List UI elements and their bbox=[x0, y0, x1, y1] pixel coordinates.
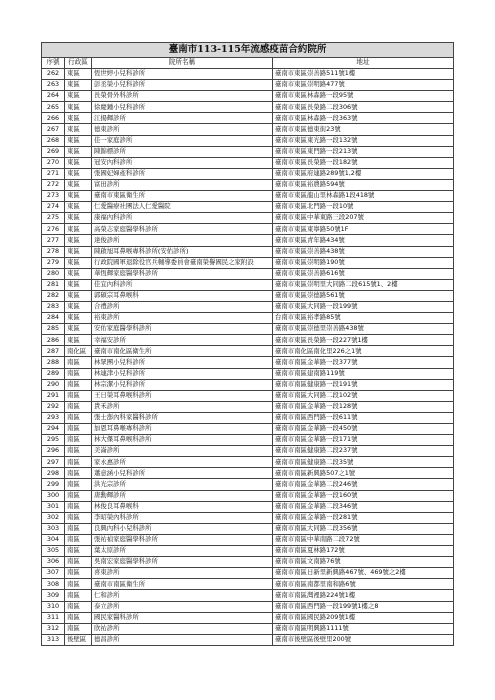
row-address: 臺南市南區中華南路二段72號 bbox=[273, 534, 454, 545]
table-row bbox=[42, 446, 454, 457]
row-serial: 287 bbox=[42, 346, 65, 357]
table-row bbox=[42, 268, 454, 279]
row-clinic-name: 仁和診所 bbox=[92, 590, 273, 601]
table-body bbox=[42, 69, 454, 646]
row-district: 南化區 bbox=[65, 346, 92, 357]
header-address: 地址 bbox=[273, 58, 454, 69]
row-address: 臺南市東區府連路289號1,2樓 bbox=[273, 168, 454, 179]
row-serial: 286 bbox=[42, 335, 65, 346]
row-serial: 305 bbox=[42, 546, 65, 557]
row-serial: 273 bbox=[42, 191, 65, 202]
row-clinic-name: 臺南市南化區衛生所 bbox=[92, 346, 273, 357]
table-row bbox=[42, 235, 454, 246]
row-district: 東區 bbox=[65, 235, 92, 246]
row-address: 臺南市南區大同路二段102號 bbox=[273, 390, 454, 401]
row-clinic-name: 裕東診所 bbox=[92, 313, 273, 324]
row-district: 南區 bbox=[65, 479, 92, 490]
row-clinic-name: 恆世婷小兒科診所 bbox=[92, 69, 273, 80]
row-address: 臺南市南區新興路507之1號 bbox=[273, 468, 454, 479]
row-address: 臺南市南區大同路二段356號 bbox=[273, 523, 454, 534]
table-row bbox=[42, 313, 454, 324]
table-row bbox=[42, 579, 454, 590]
row-district: 南區 bbox=[65, 568, 92, 579]
table-row bbox=[42, 368, 454, 379]
row-serial: 263 bbox=[42, 80, 65, 91]
row-address: 臺南市南區西門路一段199號1樓之8 bbox=[273, 601, 454, 612]
header-row bbox=[42, 58, 454, 69]
row-clinic-name: 康福內科診所 bbox=[92, 213, 273, 224]
row-address: 臺南市東區大同路一段199號 bbox=[273, 301, 454, 312]
row-clinic-name: 行政院國軍退除役官兵輔導委員會臺南榮譽國民之家附設 bbox=[92, 257, 273, 268]
row-address: 臺南市南區國民路209號1樓 bbox=[273, 612, 454, 623]
row-address: 臺南市南區金華路一段171號 bbox=[273, 435, 454, 446]
row-address: 臺南市東區崇德里崇善路438號 bbox=[273, 324, 454, 335]
table-row bbox=[42, 479, 454, 490]
title-row bbox=[42, 43, 454, 58]
row-serial: 271 bbox=[42, 168, 65, 179]
row-address: 臺南市東區東光路一段132號 bbox=[273, 135, 454, 146]
row-address: 臺南市東區崇善路616號 bbox=[273, 268, 454, 279]
row-address: 臺南市東區東門路一段213號 bbox=[273, 146, 454, 157]
row-district: 南區 bbox=[65, 557, 92, 568]
row-clinic-name: 洪光宗診所 bbox=[92, 479, 273, 490]
row-serial: 292 bbox=[42, 401, 65, 412]
table-row bbox=[42, 457, 454, 468]
row-address: 臺南市東區北門路一段10號 bbox=[273, 202, 454, 213]
row-district: 東區 bbox=[65, 224, 92, 235]
row-clinic-name: 徐慶鍾小兒科診所 bbox=[92, 102, 273, 113]
table-row bbox=[42, 357, 454, 368]
row-serial: 312 bbox=[42, 623, 65, 634]
table-row bbox=[42, 113, 454, 124]
table-row bbox=[42, 135, 454, 146]
row-serial: 307 bbox=[42, 568, 65, 579]
table-row bbox=[42, 601, 454, 612]
row-serial: 306 bbox=[42, 557, 65, 568]
row-district: 東區 bbox=[65, 191, 92, 202]
row-clinic-name: 德東診所 bbox=[92, 124, 273, 135]
row-address: 臺南市南區金華路二段246號 bbox=[273, 479, 454, 490]
row-district: 東區 bbox=[65, 335, 92, 346]
row-serial: 283 bbox=[42, 301, 65, 312]
row-district: 東區 bbox=[65, 146, 92, 157]
row-address: 臺南市南區建南路119號 bbox=[273, 368, 454, 379]
table-row bbox=[42, 379, 454, 390]
row-clinic-name: 長榮骨外科診所 bbox=[92, 91, 273, 102]
table-row bbox=[42, 424, 454, 435]
row-address: 臺南市南區南都里南和路6號 bbox=[273, 579, 454, 590]
row-clinic-name: 泰立診所 bbox=[92, 601, 273, 612]
row-district: 東區 bbox=[65, 135, 92, 146]
row-address: 臺南市南區金華路一段281號 bbox=[273, 512, 454, 523]
table-row bbox=[42, 346, 454, 357]
row-clinic-name: 彭丞榮小兒科診所 bbox=[92, 80, 273, 91]
row-serial: 274 bbox=[42, 202, 65, 213]
row-serial: 294 bbox=[42, 424, 65, 435]
table-row bbox=[42, 324, 454, 335]
row-serial: 276 bbox=[42, 224, 65, 235]
table-row bbox=[42, 290, 454, 301]
row-address: 臺南市東區長榮路一段182號 bbox=[273, 157, 454, 168]
row-address: 臺南市東區青年路434號 bbox=[273, 235, 454, 246]
table-row bbox=[42, 102, 454, 113]
row-serial: 293 bbox=[42, 412, 65, 423]
table-row bbox=[42, 246, 454, 257]
row-address: 臺南市南區金華路一段128號 bbox=[273, 401, 454, 412]
row-serial: 300 bbox=[42, 490, 65, 501]
row-clinic-name: 林宗潔小兒科診所 bbox=[92, 379, 273, 390]
row-district: 南區 bbox=[65, 401, 92, 412]
row-district: 東區 bbox=[65, 113, 92, 124]
row-address: 臺南市南區明興路1111號 bbox=[273, 623, 454, 634]
row-clinic-name: 吳南宏家庭醫學科診所 bbox=[92, 557, 273, 568]
row-address: 臺南市東區崇善路438號 bbox=[273, 246, 454, 257]
row-district: 南區 bbox=[65, 512, 92, 523]
table-row bbox=[42, 412, 454, 423]
row-serial: 275 bbox=[42, 213, 65, 224]
row-clinic-name: 張國妃婦產科診所 bbox=[92, 168, 273, 179]
row-district: 南區 bbox=[65, 623, 92, 634]
row-district: 南區 bbox=[65, 424, 92, 435]
row-address: 臺南市南區健康路二段35號 bbox=[273, 457, 454, 468]
row-district: 東區 bbox=[65, 80, 92, 91]
row-district: 南區 bbox=[65, 612, 92, 623]
table-row bbox=[42, 69, 454, 80]
row-clinic-name: 良興內科小兒科診所 bbox=[92, 523, 273, 534]
page-title: 臺南市113-115年流感疫苗合約院所 bbox=[42, 43, 454, 58]
row-district: 南區 bbox=[65, 501, 92, 512]
row-serial: 298 bbox=[42, 468, 65, 479]
row-clinic-name: 喜東診所 bbox=[92, 568, 273, 579]
row-district: 東區 bbox=[65, 268, 92, 279]
row-clinic-name: 林眾團小兒科診所 bbox=[92, 357, 273, 368]
row-serial: 310 bbox=[42, 601, 65, 612]
row-district: 東區 bbox=[65, 257, 92, 268]
table-row bbox=[42, 612, 454, 623]
row-address: 臺南市東區長榮路一段227號1樓 bbox=[273, 335, 454, 346]
row-clinic-name: 國民家醫科診所 bbox=[92, 612, 273, 623]
row-serial: 299 bbox=[42, 479, 65, 490]
table-row bbox=[42, 91, 454, 102]
row-address: 臺南市東區東寧路50號1F bbox=[273, 224, 454, 235]
table-row bbox=[42, 80, 454, 91]
table-row bbox=[42, 279, 454, 290]
table-row bbox=[42, 468, 454, 479]
row-clinic-name: 張祐禎家庭醫學科診所 bbox=[92, 534, 273, 545]
row-clinic-name: 林大傑耳鼻喉科診所 bbox=[92, 435, 273, 446]
row-serial: 280 bbox=[42, 268, 65, 279]
table-row bbox=[42, 202, 454, 213]
row-serial: 272 bbox=[42, 179, 65, 190]
row-serial: 309 bbox=[42, 590, 65, 601]
row-serial: 262 bbox=[42, 69, 65, 80]
row-district: 東區 bbox=[65, 313, 92, 324]
row-clinic-name: 仁愛醫療社團法人仁愛醫院 bbox=[92, 202, 273, 213]
row-serial: 279 bbox=[42, 257, 65, 268]
row-serial: 277 bbox=[42, 235, 65, 246]
row-district: 南區 bbox=[65, 435, 92, 446]
table-row bbox=[42, 435, 454, 446]
row-address: 臺南市南區灣裡路224號1樓 bbox=[273, 590, 454, 601]
table-row bbox=[42, 557, 454, 568]
row-address: 臺南市南區金華路一段377號 bbox=[273, 357, 454, 368]
row-district: 南區 bbox=[65, 590, 92, 601]
row-address: 臺南市南化區南化里226之1號 bbox=[273, 346, 454, 357]
row-district: 南區 bbox=[65, 601, 92, 612]
row-clinic-name: 臺南市南區衛生所 bbox=[92, 579, 273, 590]
row-serial: 282 bbox=[42, 290, 65, 301]
row-serial: 313 bbox=[42, 634, 65, 645]
row-serial: 278 bbox=[42, 246, 65, 257]
row-district: 東區 bbox=[65, 324, 92, 335]
row-district: 東區 bbox=[65, 157, 92, 168]
row-clinic-name: 高榮志家庭醫學科診所 bbox=[92, 224, 273, 235]
row-district: 東區 bbox=[65, 213, 92, 224]
table-row bbox=[42, 157, 454, 168]
row-clinic-name: 富田診所 bbox=[92, 179, 273, 190]
row-district: 東區 bbox=[65, 246, 92, 257]
row-address: 臺南市東區崇明里大同路二段615號1、2樓 bbox=[273, 279, 454, 290]
row-clinic-name: 達俊診所 bbox=[92, 235, 273, 246]
row-district: 南區 bbox=[65, 357, 92, 368]
row-serial: 281 bbox=[42, 279, 65, 290]
row-serial: 304 bbox=[42, 534, 65, 545]
table-row bbox=[42, 191, 454, 202]
row-serial: 290 bbox=[42, 379, 65, 390]
row-clinic-name: 王日榮耳鼻喉科診所 bbox=[92, 390, 273, 401]
row-clinic-name: 陳錦標診所 bbox=[92, 146, 273, 157]
row-clinic-name: 美崙診所 bbox=[92, 446, 273, 457]
row-address: 臺南市後壁區後壁里200號 bbox=[273, 634, 454, 645]
row-clinic-name: 蕭意涵小兒科診所 bbox=[92, 468, 273, 479]
row-clinic-name: 佳宜內科診所 bbox=[92, 279, 273, 290]
row-district: 南區 bbox=[65, 534, 92, 545]
table-row bbox=[42, 224, 454, 235]
row-clinic-name: 德昌診所 bbox=[92, 634, 273, 645]
row-clinic-name: 陳啟旭耳鼻喉專科診所(安佑診所) bbox=[92, 246, 273, 257]
table-row bbox=[42, 634, 454, 645]
row-address: 臺南市東區龍山里林森路1段418號 bbox=[273, 191, 454, 202]
row-district: 南區 bbox=[65, 412, 92, 423]
table-row bbox=[42, 590, 454, 601]
row-serial: 288 bbox=[42, 357, 65, 368]
row-clinic-name: 合禮診所 bbox=[92, 301, 273, 312]
row-district: 東區 bbox=[65, 202, 92, 213]
row-serial: 303 bbox=[42, 523, 65, 534]
row-clinic-name: 張士澎內科家醫科診所 bbox=[92, 412, 273, 423]
table-row bbox=[42, 257, 454, 268]
row-address: 臺南市東區林森路一段95號 bbox=[273, 91, 454, 102]
table-row bbox=[42, 546, 454, 557]
row-serial: 311 bbox=[42, 612, 65, 623]
clinic-table bbox=[41, 42, 454, 646]
row-address: 臺南市東區德東街23號 bbox=[273, 124, 454, 135]
row-serial: 296 bbox=[42, 446, 65, 457]
row-serial: 285 bbox=[42, 324, 65, 335]
header-clinic-name: 院所名稱 bbox=[92, 58, 273, 69]
row-district: 南區 bbox=[65, 368, 92, 379]
row-clinic-name: 家永惠診所 bbox=[92, 457, 273, 468]
row-serial: 289 bbox=[42, 368, 65, 379]
table-row bbox=[42, 168, 454, 179]
document-sheet bbox=[41, 42, 453, 646]
row-clinic-name: 唐勳輝診所 bbox=[92, 490, 273, 501]
table-row bbox=[42, 534, 454, 545]
table-row bbox=[42, 501, 454, 512]
row-serial: 265 bbox=[42, 102, 65, 113]
row-serial: 269 bbox=[42, 146, 65, 157]
row-serial: 267 bbox=[42, 124, 65, 135]
row-clinic-name: 華恆輝家庭醫學科診所 bbox=[92, 268, 273, 279]
table-row bbox=[42, 401, 454, 412]
row-address: 臺南市南區健康路一段191號 bbox=[273, 379, 454, 390]
row-clinic-name: 李昭榮內科診所 bbox=[92, 512, 273, 523]
row-district: 東區 bbox=[65, 91, 92, 102]
row-district: 東區 bbox=[65, 102, 92, 113]
row-clinic-name: 幸福安診所 bbox=[92, 335, 273, 346]
table-row bbox=[42, 124, 454, 135]
table-row bbox=[42, 146, 454, 157]
row-district: 東區 bbox=[65, 179, 92, 190]
row-serial: 268 bbox=[42, 135, 65, 146]
row-address: 臺南市南區日新里新興路467號、469號之2樓 bbox=[273, 568, 454, 579]
row-address: 臺南市東區崇明路477號 bbox=[273, 80, 454, 91]
row-serial: 291 bbox=[42, 390, 65, 401]
row-address: 臺南市南區健康路二段237號 bbox=[273, 446, 454, 457]
row-district: 南區 bbox=[65, 446, 92, 457]
table-row bbox=[42, 490, 454, 501]
row-clinic-name: 欣祐診所 bbox=[92, 623, 273, 634]
row-clinic-name: 安佑家庭醫學科診所 bbox=[92, 324, 273, 335]
row-clinic-name: 葉太原診所 bbox=[92, 546, 273, 557]
table-row bbox=[42, 512, 454, 523]
row-serial: 302 bbox=[42, 512, 65, 523]
row-district: 南區 bbox=[65, 457, 92, 468]
row-address: 臺南市南區金華路一段160號 bbox=[273, 490, 454, 501]
row-serial: 264 bbox=[42, 91, 65, 102]
table-row bbox=[42, 179, 454, 190]
row-district: 南區 bbox=[65, 490, 92, 501]
row-clinic-name: 江揚輝診所 bbox=[92, 113, 273, 124]
row-clinic-name: 加恩耳鼻喉專科診所 bbox=[92, 424, 273, 435]
row-district: 南區 bbox=[65, 390, 92, 401]
row-district: 南區 bbox=[65, 579, 92, 590]
row-address: 臺南市南區夏林路172號 bbox=[273, 546, 454, 557]
table-row bbox=[42, 568, 454, 579]
row-district: 南區 bbox=[65, 546, 92, 557]
row-district: 南區 bbox=[65, 379, 92, 390]
row-address: 臺南市東區崇善路511號1樓 bbox=[273, 69, 454, 80]
row-district: 東區 bbox=[65, 279, 92, 290]
header-district: 行政區 bbox=[65, 58, 92, 69]
row-serial: 270 bbox=[42, 157, 65, 168]
row-address: 臺南市東區崇德路561號 bbox=[273, 290, 454, 301]
row-address: 臺南市東區中華東路三段207號 bbox=[273, 213, 454, 224]
header-serial: 序號 bbox=[42, 58, 65, 69]
table-row bbox=[42, 301, 454, 312]
table-row bbox=[42, 390, 454, 401]
row-district: 東區 bbox=[65, 168, 92, 179]
row-address: 臺南市南區文南路76號 bbox=[273, 557, 454, 568]
row-district: 東區 bbox=[65, 301, 92, 312]
row-address: 臺南市東區崇明路190號 bbox=[273, 257, 454, 268]
row-address: 臺南市東區林森路一段363號 bbox=[273, 113, 454, 124]
row-clinic-name: 貴禾診所 bbox=[92, 401, 273, 412]
row-district: 南區 bbox=[65, 468, 92, 479]
row-clinic-name: 冠安內科診所 bbox=[92, 157, 273, 168]
row-district: 南區 bbox=[65, 523, 92, 534]
table-row bbox=[42, 335, 454, 346]
row-serial: 308 bbox=[42, 579, 65, 590]
row-serial: 297 bbox=[42, 457, 65, 468]
row-district: 東區 bbox=[65, 69, 92, 80]
row-address: 台南市東區裕孝路85號 bbox=[273, 313, 454, 324]
row-address: 臺南市南區金華路一段450號 bbox=[273, 424, 454, 435]
row-serial: 266 bbox=[42, 113, 65, 124]
row-address: 臺南市東區長榮路二段306號 bbox=[273, 102, 454, 113]
row-district: 東區 bbox=[65, 124, 92, 135]
row-clinic-name: 佳一家庭診所 bbox=[92, 135, 273, 146]
table-row bbox=[42, 213, 454, 224]
row-address: 臺南市南區西門路一段611號 bbox=[273, 412, 454, 423]
row-clinic-name: 臺南市東區衛生所 bbox=[92, 191, 273, 202]
row-address: 臺南市南區金華路二段346號 bbox=[273, 501, 454, 512]
row-clinic-name: 林俊良耳鼻喉科 bbox=[92, 501, 273, 512]
row-clinic-name: 郭碩宗耳鼻喉科 bbox=[92, 290, 273, 301]
row-serial: 301 bbox=[42, 501, 65, 512]
row-serial: 295 bbox=[42, 435, 65, 446]
row-serial: 284 bbox=[42, 313, 65, 324]
row-address: 臺南市東區裕農路594號 bbox=[273, 179, 454, 190]
table-row bbox=[42, 523, 454, 534]
row-clinic-name: 林連津小兒科診所 bbox=[92, 368, 273, 379]
row-district: 東區 bbox=[65, 290, 92, 301]
table-row bbox=[42, 623, 454, 634]
row-district: 後壁區 bbox=[65, 634, 92, 645]
